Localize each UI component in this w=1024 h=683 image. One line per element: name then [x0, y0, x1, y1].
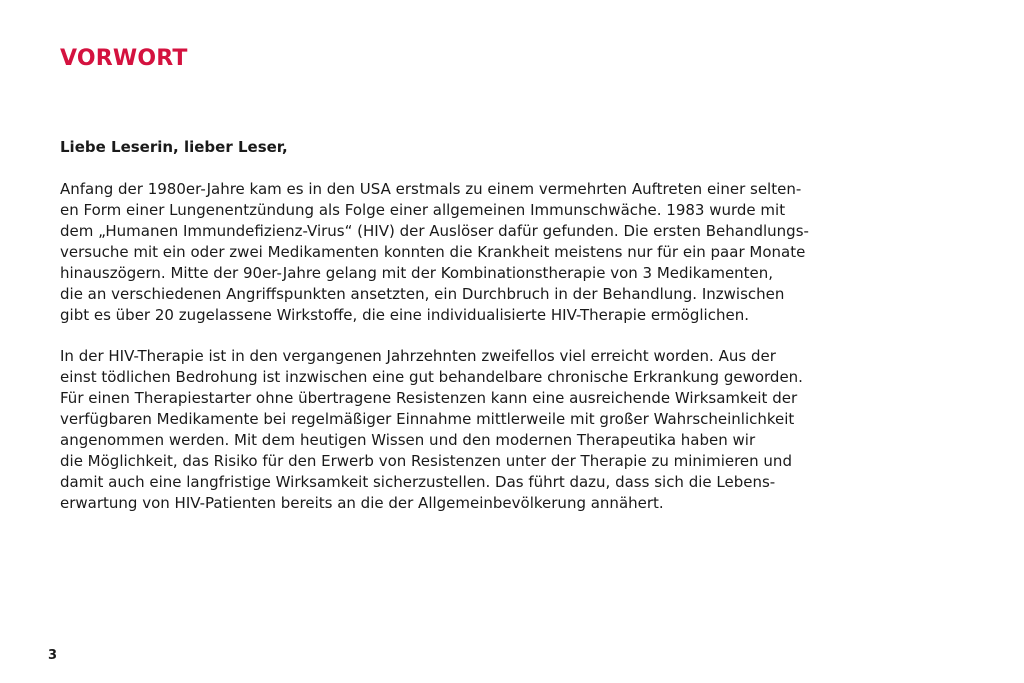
paragraph-line: gibt es über 20 zugelassene Wirkstoffe, die eine individualisierte HIV-Therapie ermöglichen. [60, 306, 749, 324]
paragraph-line: In der HIV-Therapie ist in den vergangenen Jahrzehnten zweifellos viel erreicht worden. Aus der [60, 347, 776, 365]
paragraph-intro [60, 179, 809, 326]
paragraph-line: en Form einer Lungenentzündung als Folge einer allgemeinen Immunschwäche. 1983 wurde mit [60, 201, 786, 219]
salutation: Liebe Leserin, lieber Leser, [60, 138, 288, 156]
paragraph-line: verfügbaren Medikamente bei regelmäßiger Einnahme mittlerweile mit großer Wahrscheinlichkeit [60, 410, 795, 428]
page-number: 3 [48, 648, 58, 663]
paragraph-line: einst tödlichen Bedrohung ist inzwischen eine gut behandelbare chronische Erkrankung geworden. [60, 368, 803, 386]
paragraph-line: die Möglichkeit, das Risiko für den Erwerb von Resistenzen unter der Therapie zu minimieren und [60, 452, 792, 470]
paragraph-line: dem „Humanen Immundefizienz-Virus“ (HIV) der Auslöser dafür gefunden. Die ersten Behandlungs- [60, 222, 809, 240]
paragraph-line: hinauszögern. Mitte der 90er-Jahre gelang mit der Kombinationstherapie von 3 Medikamenten, [60, 264, 774, 282]
paragraph-line: die an verschiedenen Angriffspunkten ansetzten, ein Durchbruch in der Behandlung. Inzwischen [60, 285, 785, 303]
paragraph-therapy [60, 346, 803, 514]
paragraph-line: erwartung von HIV-Patienten bereits an die der Allgemeinbevölkerung annähert. [60, 494, 664, 512]
paragraph-line: versuche mit ein oder zwei Medikamenten konnten die Krankheit meistens nur für ein paar Monate [60, 243, 806, 261]
paragraph-line: Anfang der 1980er-Jahre kam es in den USA erstmals zu einem vermehrten Auftreten einer selten- [60, 180, 802, 198]
paragraph-line: Für einen Therapiestarter ohne übertragene Resistenzen kann eine ausreichende Wirksamkeit der [60, 389, 798, 407]
page-title: VORWORT [60, 46, 188, 71]
paragraph-line: damit auch eine langfristige Wirksamkeit sicherzustellen. Das führt dazu, dass sich die Lebens- [60, 473, 776, 491]
paragraph-line: angenommen werden. Mit dem heutigen Wissen und den modernen Therapeutika haben wir [60, 431, 756, 449]
